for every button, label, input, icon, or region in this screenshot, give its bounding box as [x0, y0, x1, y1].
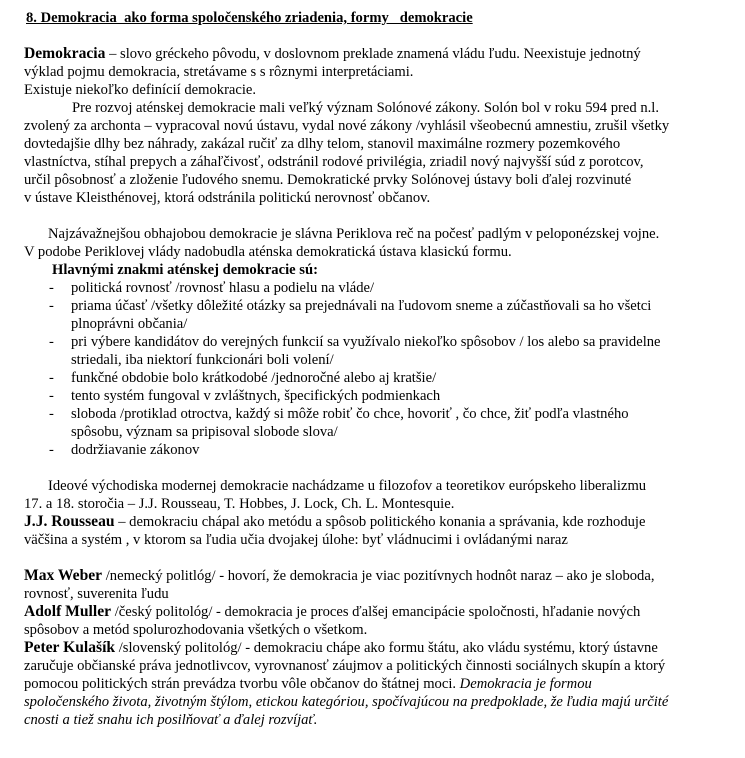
solon-line-2: zvolený za archonta – vypracoval novú ústavu, vydal nové zákony /vyhlásil všeobecnú amnestiu, zrušil všetky: [24, 118, 670, 134]
intro-line-2: výklad pojmu demokracia, stretávame s s rôznymi interpretáciami.: [24, 64, 414, 80]
kulasik-line-1: /slovenský politológ/ - demokraciu chápe ako formu štátu, ako vládu systému, ktorý ústavne: [115, 640, 658, 656]
intro-line-1: – slovo gréckeho pôvodu, v doslovnom preklade znamená vládu ľudu. Neexistuje jednotný: [105, 46, 641, 62]
features-heading: Hlavnými znakmi aténskej demokracie sú:: [52, 262, 318, 278]
solon-line-5: určil pôsobnosť a zloženie ľudového snemu. Demokratické prvky Solónovej ústavy boli ďalej rozvinuté: [24, 172, 632, 188]
spacer: [24, 549, 724, 567]
bullet-dash: -: [49, 280, 54, 296]
features-list: [24, 279, 724, 459]
muller-name: Adolf Muller: [24, 603, 112, 620]
kulasik-line-3: pomocou politických strán prevádza tvorbu vôle občanov do štátnej moci.: [24, 676, 460, 692]
solon-paragraph: [24, 99, 724, 207]
list-item: - priama účasť /všetky dôležité otázky sa prejednávali na ľudovom sneme a zúčastňovali sa ho všetci plnoprávni občania/: [49, 298, 652, 332]
list-item: - politická rovnosť /rovnosť hlasu a podielu na vláde/: [49, 280, 375, 296]
list-item: - dodržiavanie zákonov: [49, 442, 200, 458]
muller-line-1: /český politológ/ - demokracia je proces ďalšej emancipácie spoločnosti, hľadanie nových: [111, 604, 641, 620]
bullet-dash: -: [49, 442, 54, 458]
solon-line-3: dovtedajšie dlhy bez náhrady, zakázal ručiť za dlhy telom, stanovil maximálne rozmery pozemkového: [24, 136, 621, 152]
document-page: [24, 9, 724, 729]
bullet-dash: -: [49, 334, 54, 350]
kulasik-quote-line-2: spoločenského života, životným štýlom, etickou kategóriou, spočívajúcou na predpoklade, že ľudia majú určité: [24, 694, 669, 710]
kulasik-name: Peter Kulašík: [24, 639, 116, 656]
bullet-dash: -: [49, 388, 54, 404]
weber-line-2: rovnosť, suverenita ľudu: [24, 586, 169, 602]
weber-line-1: /nemecký politlóg/ - hovorí, že demokracia je viac pozitívnych hodnôt naraz – ako je sloboda,: [102, 568, 655, 584]
list-item: - pri výbere kandidátov do verejných funkcií sa využívalo niekoľko spôsobov / los alebo sa pravidelne striedali, iba niektorí funkcionári boli volení/: [49, 334, 661, 368]
spacer: [24, 459, 724, 477]
solon-line-4: vlastníctva, stíhal prepych a záhaľčivosť, odstránil rodové privilégia, zriadil nový najvyšší súd z porotcov,: [24, 154, 644, 170]
list-item: - sloboda /protiklad otroctva, každý si môže robiť čo chce, hovoriť , čo chce, žiť podľa vlastného spôsobu, význam sa pripisoval slobode slova/: [49, 406, 629, 440]
list-item: - tento systém fungoval v zvláštnych, špecifických podmienkach: [49, 388, 441, 404]
ideas-paragraph: [24, 477, 724, 513]
muller-paragraph: [24, 603, 724, 639]
intro-line-3: Existuje niekoľko definícií demokracie.: [24, 82, 257, 98]
weber-paragraph: [24, 567, 724, 603]
weber-name: Max Weber: [24, 567, 103, 584]
ideas-line-2: 17. a 18. storočia – J.J. Rousseau, T. Hobbes, J. Lock, Ch. L. Montesquie.: [24, 496, 455, 512]
pericles-paragraph: [24, 225, 724, 261]
spacer: [24, 207, 724, 225]
rousseau-name: J.J. Rousseau: [24, 513, 115, 530]
kulasik-line-2: zaručuje občianské práva jednotlivcov, vyrovnanosť záujmov a politických činnosti sociálnych skupín a ktorý: [24, 658, 666, 674]
intro-term: Demokracia: [24, 45, 106, 62]
list-item: - funkčné obdobie bolo krátkodobé /jednoročné alebo aj kratšie/: [49, 370, 437, 386]
rousseau-line-1: – demokraciu chápal ako metódu a spôsob politického konania a správania, kde rozhoduje: [114, 514, 646, 530]
pericles-line-2: V podobe Periklovej vlády nadobudla aténska demokratická ústava klasickú formu.: [24, 244, 512, 260]
muller-line-2: spôsobov a metód spolurozhodovania všetkých o všetkom.: [24, 622, 368, 638]
rousseau-paragraph: [24, 513, 724, 549]
ideas-line-1: Ideové východiska modernej demokracie nachádzame u filozofov a teoretikov európskeho liberalizmu: [48, 478, 647, 494]
bullet-dash: -: [49, 298, 54, 314]
bullet-dash: -: [49, 406, 54, 422]
bullet-dash: -: [49, 370, 54, 386]
rousseau-line-2: väčšina a systém , v ktorom sa ľudia učia dvojakej úlohe: byť vládnucimi i ovládanými naraz: [24, 532, 568, 548]
solon-line-6: v ústave Kleisthénovej, ktorá odstránila politickú nerovnosť občanov.: [24, 190, 431, 206]
pericles-line-1: Najzávažnejšou obhajobou demokracie je slávna Periklova reč na počesť padlým v peloponézskej vojne.: [48, 226, 660, 242]
kulasik-paragraph: [24, 639, 724, 729]
kulasik-quote-line-3: cnosti a tiež snahu ich posilňovať a ďalej rozvíjať.: [24, 712, 318, 728]
intro-paragraph: [24, 45, 724, 99]
solon-line-1: Pre rozvoj aténskej demokracie mali veľký význam Solónové zákony. Solón bol v roku 594 pred n.l.: [72, 100, 659, 116]
features-section: [24, 261, 724, 459]
kulasik-quote-start: Demokracia je formou: [459, 676, 592, 692]
document-title: 8. Demokracia ako forma spoločenského zriadenia, formy demokracie: [26, 10, 473, 26]
